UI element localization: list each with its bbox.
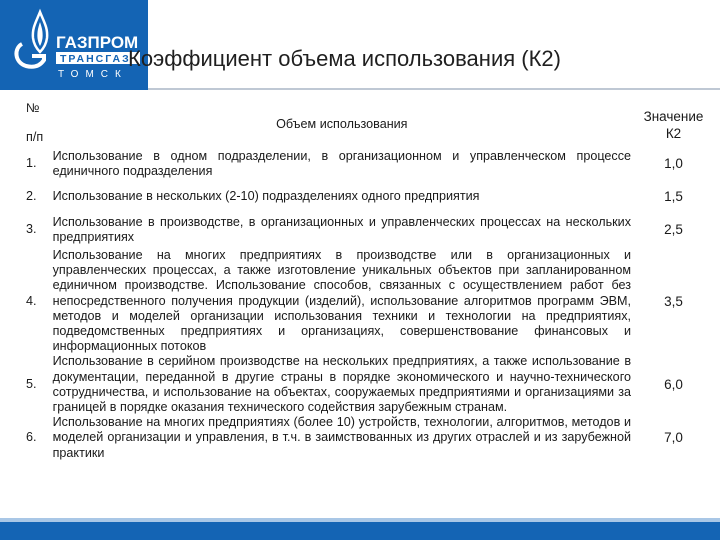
- row-value: 3,5: [664, 293, 683, 309]
- row-num: 3.: [26, 222, 37, 237]
- logo-brand-city: ТОМСК: [58, 69, 128, 80]
- row-desc: Использование на многих предприятиях (более 10) устройств, технологии, алгоритмов, методов и моделей организации и управления, в т.ч. в заимствованных из других отраслей и из зарубежной практики: [52, 415, 632, 460]
- row-num: 6.: [26, 430, 37, 445]
- header-num-line2: п/п: [26, 129, 44, 144]
- header-desc: Объем использования: [276, 117, 408, 132]
- header-num-line1: №: [26, 101, 40, 115]
- row-value: 1,5: [664, 189, 683, 205]
- row-value: 2,5: [664, 222, 683, 238]
- row-num: 4.: [26, 293, 37, 308]
- row-num: 1.: [26, 156, 37, 171]
- table-row: [26, 354, 716, 415]
- table-row: [26, 182, 716, 212]
- table-row: [26, 146, 716, 182]
- flame-icon: [0, 0, 148, 90]
- table-row: [26, 415, 716, 461]
- table-row: [26, 212, 716, 248]
- row-desc: Использование в производстве, в организационных и управленческих процессах на нескольких предприятиях: [52, 214, 632, 244]
- row-num: 2.: [26, 189, 37, 204]
- header-value-cell: [631, 96, 716, 146]
- page-title: Коэффициент объема использования (К2): [128, 46, 561, 71]
- coefficient-table: [26, 96, 716, 461]
- header-num-cell: [26, 96, 53, 146]
- row-value: 7,0: [664, 430, 683, 446]
- row-value: 1,0: [664, 156, 683, 172]
- header-value-line2: К2: [665, 126, 682, 141]
- table-row: [26, 248, 716, 354]
- row-desc: Использование в одном подразделении, в организационном и управленческом процессе единичного подразделения: [52, 148, 632, 178]
- footer-bar: [0, 522, 720, 540]
- header-value-line1: Значение: [643, 109, 704, 124]
- row-value: 6,0: [664, 377, 683, 393]
- header-desc-cell: [53, 96, 631, 146]
- logo-brand-main: ГАЗПРОМ: [56, 33, 139, 52]
- gazprom-logo: [0, 0, 148, 90]
- row-num: 5.: [26, 377, 37, 392]
- row-desc: Использование в нескольких (2-10) подразделениях одного предприятия: [52, 189, 480, 204]
- header-divider: [148, 88, 720, 90]
- row-desc: Использование на многих предприятиях в производстве или в организационных и управленческих процессах, а также изготовление уникальных объектов при запланированном единичном производстве. Использование способов, связанных с осуществлением работ без непосредственного получения продукции (изделий), использование алгоритмов программ ЭВМ, методов и моделей организации использования техники и технологии на предприятиях, подведомственных предприятиях и организациях, совершенствование финансовых и информационных потоков: [52, 248, 632, 354]
- logo-brand-sub: ТРАНСГАЗ: [60, 53, 131, 65]
- slide-header: [0, 0, 720, 90]
- row-desc: Использование в серийном производстве на нескольких предприятиях, а также использование в документации, переданной в другие страны в порядке экономического и научно-технического сотрудничества, и использование на объектах, сооружаемых предприятиями и организациями за границей в порядке оказания технического содействия зарубежным странам.: [52, 354, 632, 415]
- table-header-row: [26, 96, 716, 146]
